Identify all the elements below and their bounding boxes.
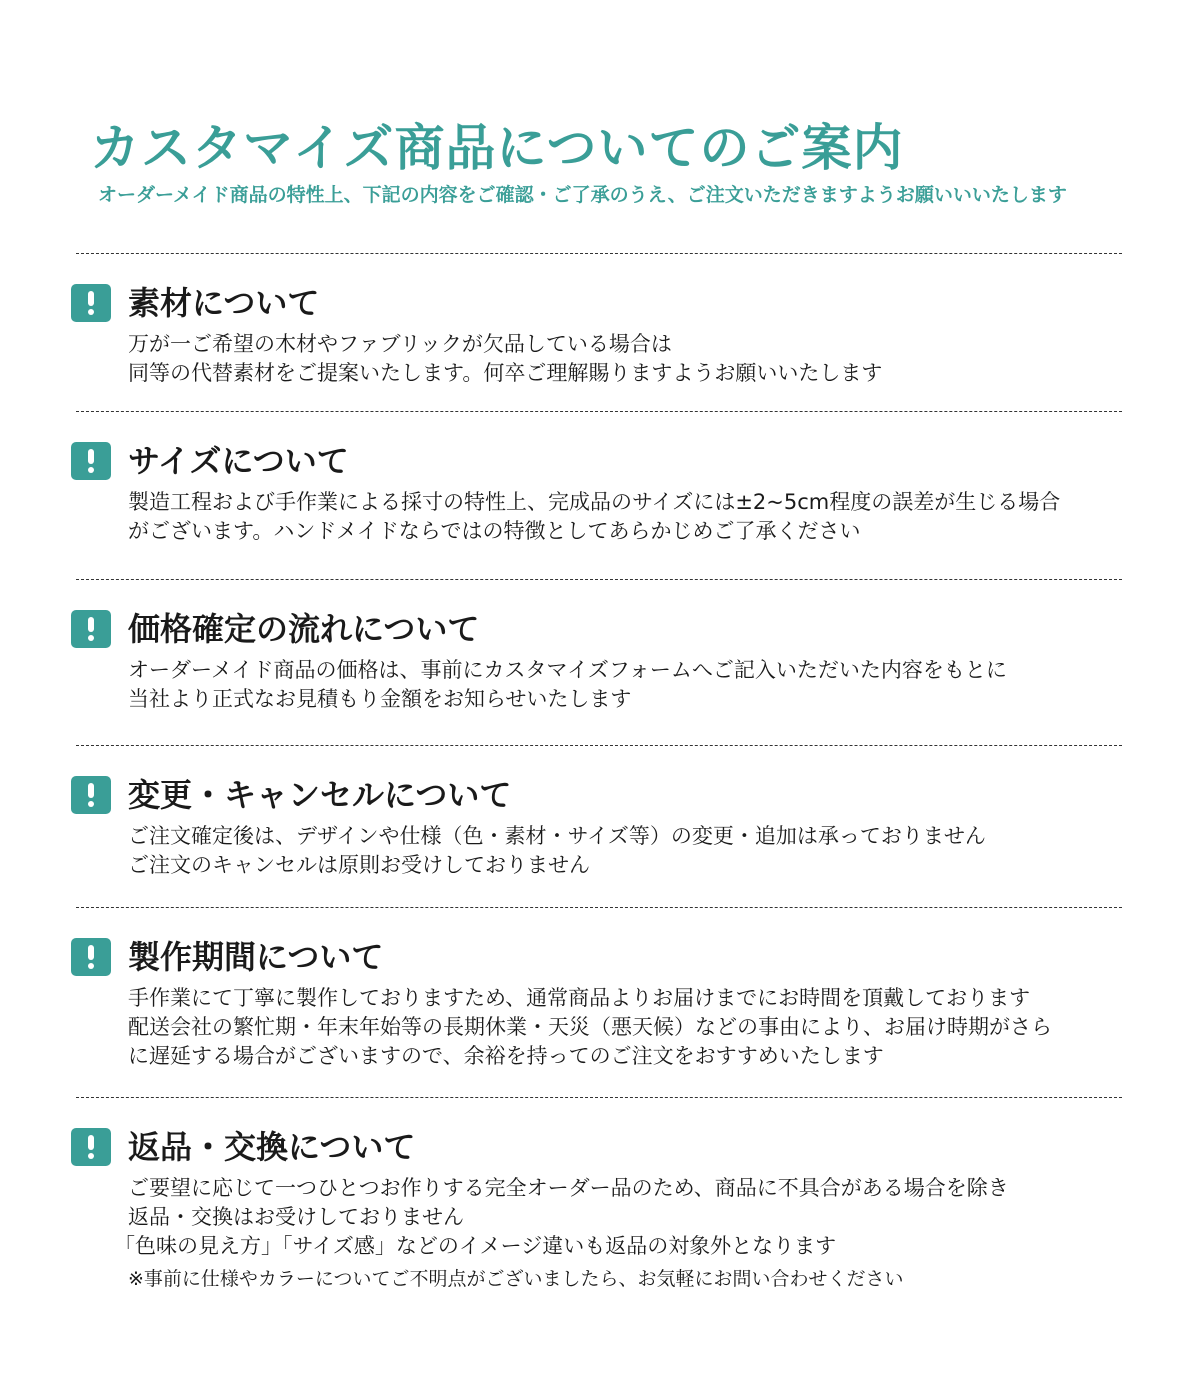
body-line: 万が一ご希望の木材やファブリックが欠品している場合は <box>128 332 672 356</box>
page-title: カスタマイズ商品についてのご案内 <box>90 119 904 177</box>
section-heading: 製作期間について <box>128 938 384 976</box>
body-line: 配送会社の繁忙期・年末年始等の長期休業・天災（悪天候）などの事由により、お届け時期がさら <box>128 1015 1052 1039</box>
section-body <box>114 1174 1009 1294</box>
divider <box>76 1097 1122 1098</box>
body-line: 同等の代替素材をご提案いたします。何卒ご理解賜りますようお願いいたします <box>128 361 883 385</box>
section-body <box>128 984 1052 1071</box>
body-line: 「色味の見え方」「サイズ感」などのイメージ違いも返品の対象外となります <box>114 1234 837 1258</box>
section-heading: 価格確定の流れについて <box>128 610 480 648</box>
divider <box>76 907 1122 908</box>
section-body <box>128 822 986 880</box>
exclamation-icon <box>71 776 111 814</box>
exclamation-icon <box>71 938 111 976</box>
body-line: ご注文のキャンセルは原則お受けしておりません <box>128 853 590 877</box>
body-line: ご注文確定後は、デザインや仕様（色・素材・サイズ等）の変更・追加は承っておりません <box>128 824 986 848</box>
divider <box>76 411 1122 412</box>
body-line: オーダーメイド商品の価格は、事前にカスタマイズフォームへご記入いただいた内容をもとに <box>128 658 1007 682</box>
divider <box>76 253 1122 254</box>
body-line: 製造工程および手作業による採寸の特性上、完成品のサイズには±2~5cm程度の誤差が生じる場合 <box>128 490 1061 514</box>
body-line: に遅延する場合がございますので、余裕を持ってのご注文をおすすめいたします <box>128 1044 884 1068</box>
section-heading: サイズについて <box>128 442 349 480</box>
divider <box>76 745 1122 746</box>
section-body <box>128 488 1060 546</box>
section-body <box>128 330 882 388</box>
body-line: 手作業にて丁寧に製作しておりますため、通常商品よりお届けまでにお時間を頂戴しております <box>128 986 1031 1010</box>
divider <box>76 579 1122 580</box>
note-line: ※事前に仕様やカラーについてご不明点がございましたら、お気軽にお問い合わせください <box>128 1268 904 1290</box>
exclamation-icon <box>71 1128 111 1166</box>
section-heading: 返品・交換について <box>128 1128 416 1166</box>
body-line: がございます。ハンドメイドならではの特徴としてあらかじめご了承ください <box>128 519 861 543</box>
page-subtitle: オーダーメイド商品の特性上、下記の内容をご確認・ご了承のうえ、ご注文いただきますようお願いいいたします <box>98 184 1067 206</box>
section-body <box>128 656 1007 714</box>
body-line: ご要望に応じて一つひとつお作りする完全オーダー品のため、商品に不具合がある場合を除き <box>128 1176 1009 1200</box>
body-line: 返品・交換はお受けしておりません <box>128 1205 464 1229</box>
section-heading: 変更・キャンセルについて <box>128 776 512 814</box>
exclamation-icon <box>71 442 111 480</box>
section-heading: 素材について <box>128 284 320 322</box>
exclamation-icon <box>71 610 111 648</box>
exclamation-icon <box>71 284 111 322</box>
body-line: 当社より正式なお見積もり金額をお知らせいたします <box>128 687 632 711</box>
